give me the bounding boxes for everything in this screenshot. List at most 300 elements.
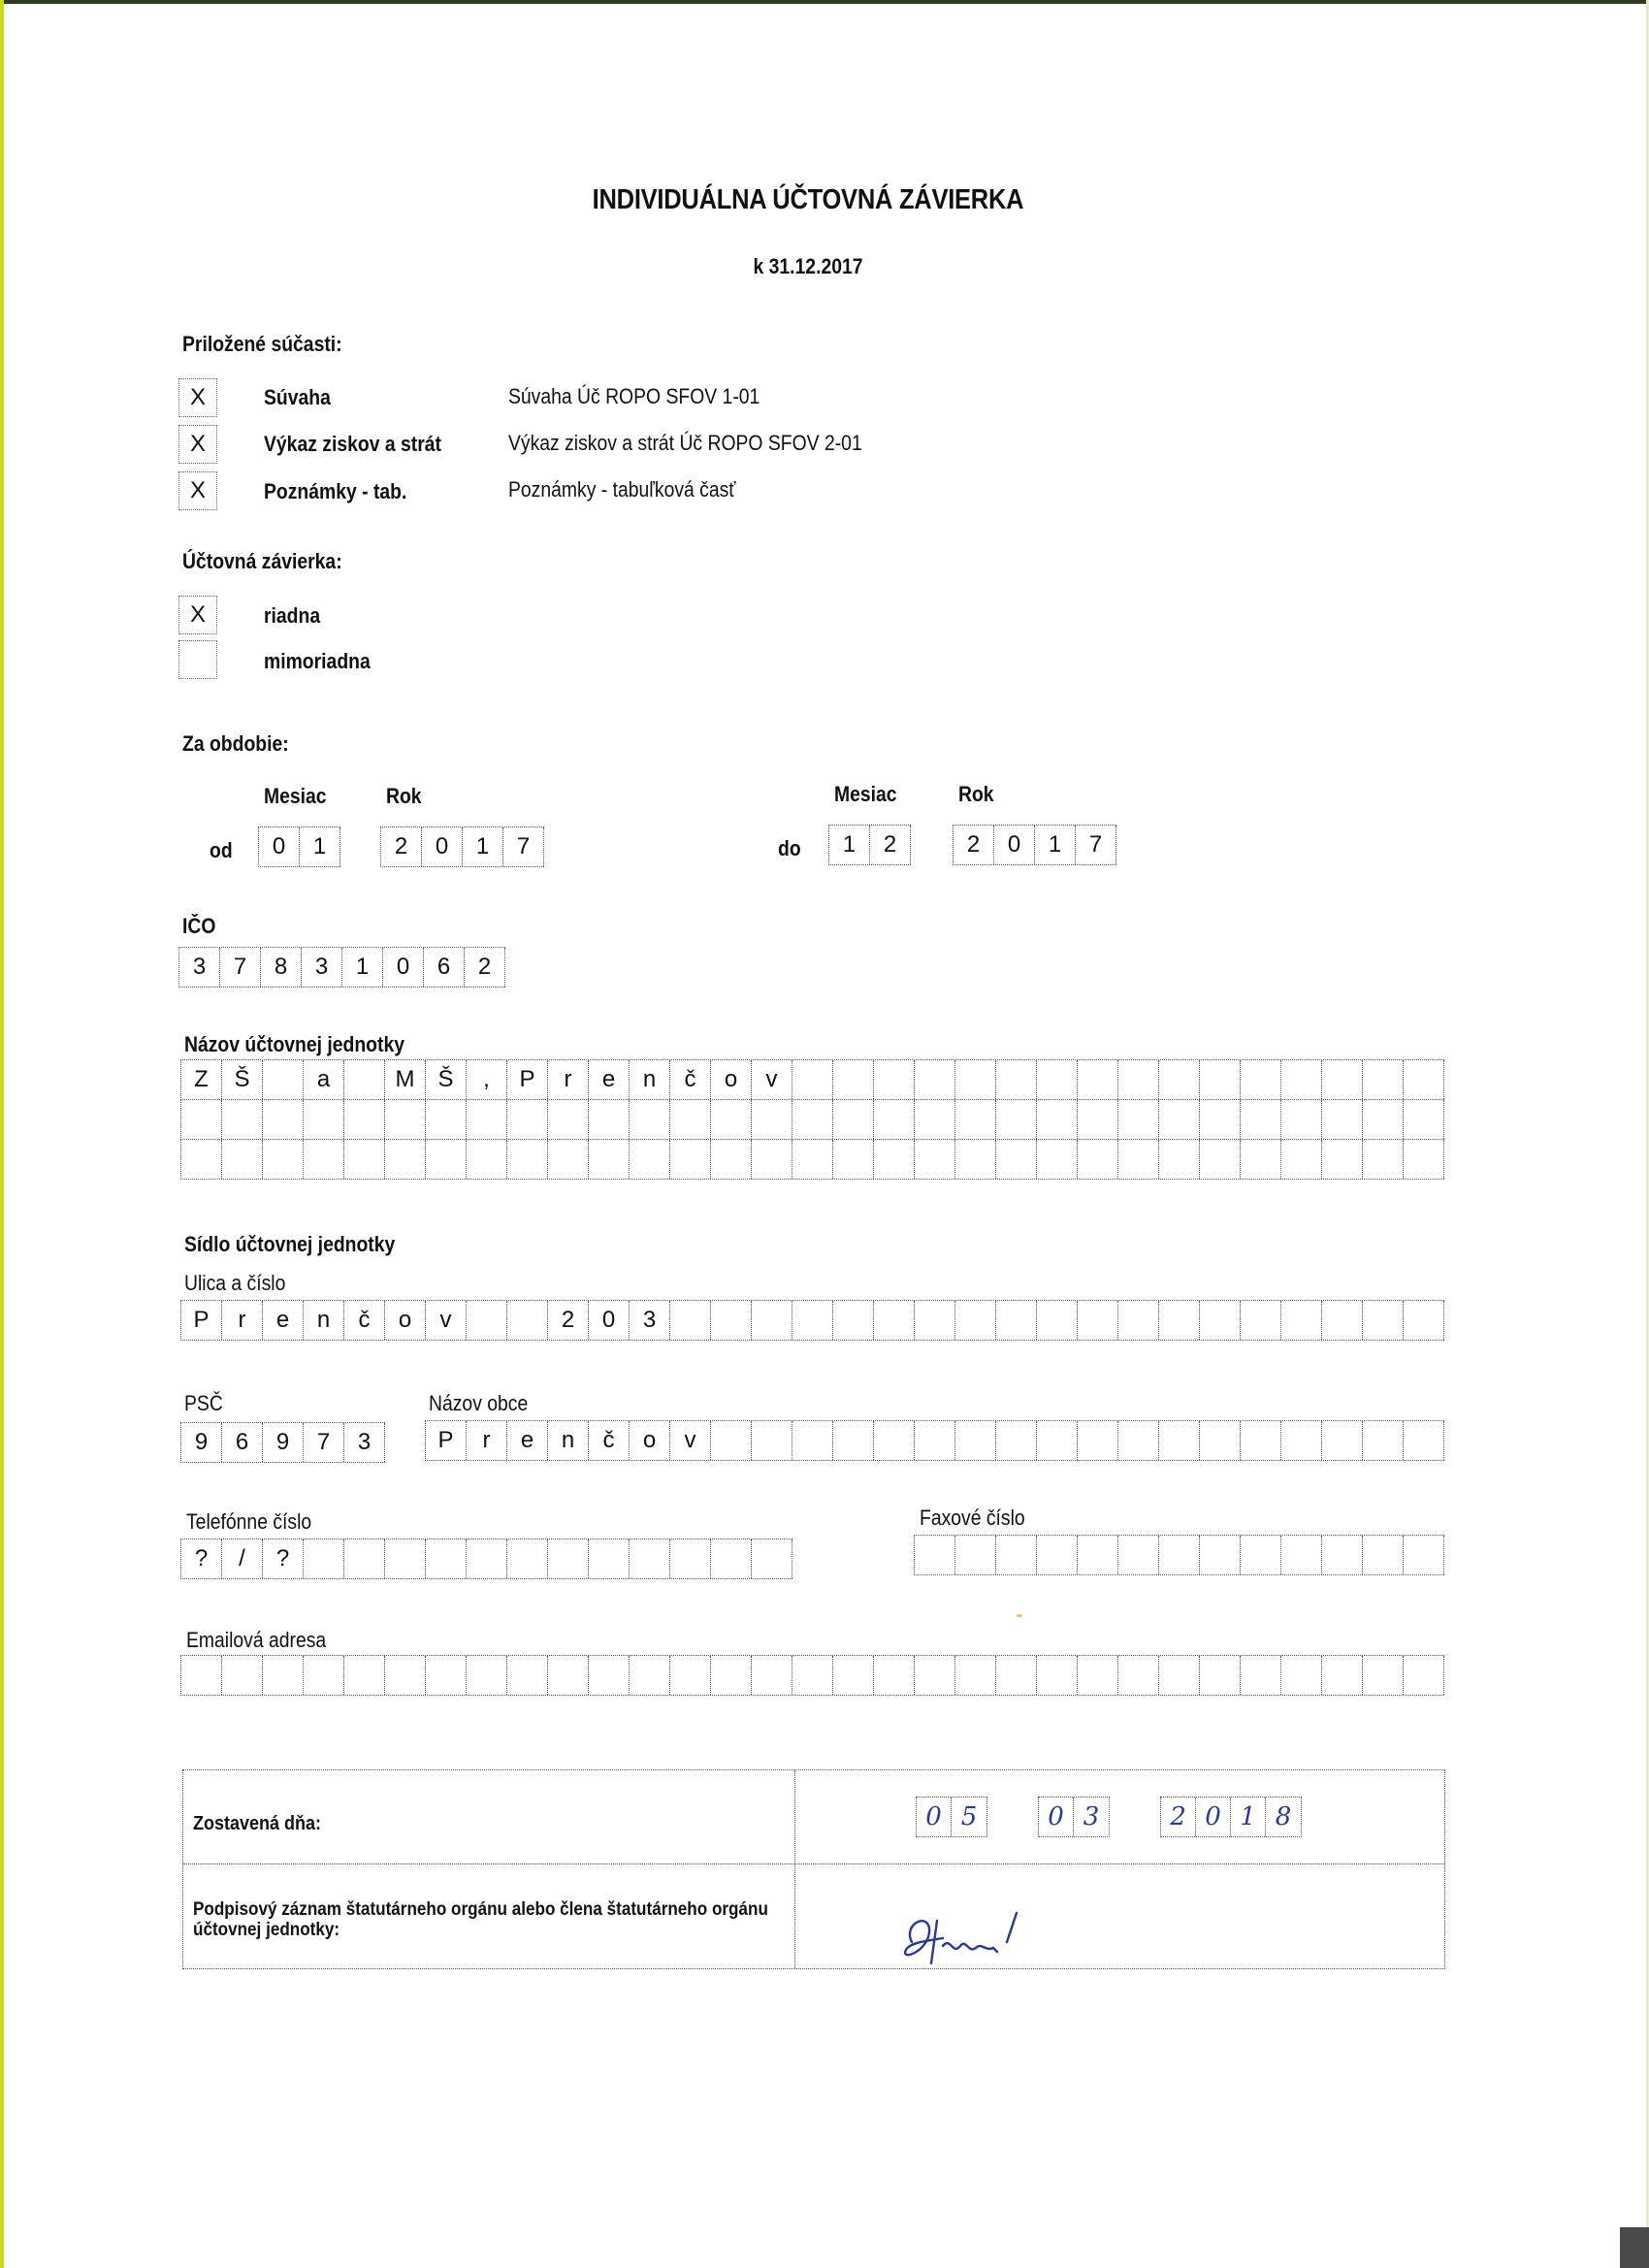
phone-label: Telefónne číslo <box>186 1509 312 1534</box>
char-cell <box>1281 1140 1322 1179</box>
char-cell <box>996 1140 1037 1179</box>
scan-top-edge <box>0 0 1649 4</box>
char-cell: 2 <box>954 826 994 864</box>
email-field[interactable] <box>180 1655 1444 1696</box>
char-cell <box>670 1656 711 1695</box>
attachment-checkbox-poznamky[interactable]: X <box>178 471 217 510</box>
char-cell: 7 <box>220 948 261 987</box>
char-cell: e <box>263 1301 304 1340</box>
char-cell: ? <box>181 1539 222 1578</box>
char-cell <box>1281 1656 1322 1695</box>
attachment-name-suvaha: Súvaha <box>264 385 331 409</box>
char-cell <box>1037 1140 1078 1179</box>
from-month-label: Mesiac <box>264 784 327 808</box>
signature-label-line2: účtovnej jednotky: <box>193 1919 340 1940</box>
char-cell: 3 <box>344 1423 385 1462</box>
char-cell <box>955 1301 996 1340</box>
char-cell <box>1363 1140 1404 1179</box>
char-cell <box>304 1140 344 1179</box>
char-cell <box>426 1656 467 1695</box>
char-cell <box>752 1140 792 1179</box>
char-cell <box>1404 1140 1444 1179</box>
char-cell <box>752 1656 792 1695</box>
char-cell <box>304 1539 344 1578</box>
char-cell <box>344 1656 385 1695</box>
char-cell: 2 <box>870 826 911 864</box>
char-cell <box>1363 1421 1404 1460</box>
from-year-field[interactable] <box>380 826 544 867</box>
char-cell: e <box>507 1421 548 1460</box>
char-cell <box>915 1140 955 1179</box>
char-cell: 1 <box>1231 1798 1266 1836</box>
char-cell <box>1037 1100 1078 1139</box>
char-cell <box>1322 1140 1363 1179</box>
char-cell <box>344 1100 385 1139</box>
char-cell <box>548 1100 589 1139</box>
char-cell: č <box>344 1301 385 1340</box>
closure-label-mimoriadna: mimoriadna <box>264 649 371 673</box>
char-cell: 1 <box>829 826 870 864</box>
char-cell: 7 <box>304 1423 344 1462</box>
email-label: Emailová adresa <box>186 1628 327 1652</box>
period-heading: Za obdobie: <box>182 731 289 756</box>
char-cell: 3 <box>179 948 220 987</box>
char-cell <box>304 1656 344 1695</box>
char-cell <box>181 1100 222 1139</box>
char-cell: 0 <box>917 1798 952 1836</box>
attachment-checkbox-suvaha[interactable]: X <box>178 378 217 417</box>
char-cell <box>1363 1060 1404 1099</box>
char-cell: 6 <box>222 1423 263 1462</box>
char-cell <box>874 1100 915 1139</box>
char-cell <box>589 1539 630 1578</box>
char-cell <box>1118 1100 1159 1139</box>
char-cell <box>752 1539 792 1578</box>
char-cell <box>1118 1536 1159 1574</box>
char-cell <box>507 1100 548 1139</box>
char-cell <box>263 1100 304 1139</box>
char-cell <box>1159 1301 1200 1340</box>
char-cell <box>996 1060 1037 1099</box>
char-cell: 3 <box>302 948 342 987</box>
char-cell <box>996 1100 1037 1139</box>
to-year-label: Rok <box>958 782 994 806</box>
char-cell <box>1241 1100 1281 1139</box>
char-cell: o <box>630 1421 670 1460</box>
char-cell <box>1200 1536 1241 1574</box>
char-cell <box>630 1100 670 1139</box>
char-cell <box>589 1100 630 1139</box>
compiled-day-field[interactable] <box>916 1797 987 1837</box>
char-cell <box>344 1060 385 1099</box>
char-cell <box>915 1100 955 1139</box>
closure-checkbox-riadna[interactable]: X <box>178 596 217 634</box>
attachment-desc-suvaha: Súvaha Úč ROPO SFOV 1-01 <box>508 384 760 408</box>
char-cell: r <box>467 1421 507 1460</box>
char-cell <box>426 1100 467 1139</box>
from-year-label: Rok <box>386 784 422 808</box>
char-cell <box>1404 1656 1444 1695</box>
seat-heading: Sídlo účtovnej jednotky <box>184 1232 396 1256</box>
char-cell <box>711 1656 752 1695</box>
char-cell <box>1159 1656 1200 1695</box>
char-cell: 3 <box>1083 1802 1100 1831</box>
char-cell: 3 <box>630 1301 670 1340</box>
char-cell <box>507 1656 548 1695</box>
char-cell: n <box>304 1301 344 1340</box>
attachment-desc-vykaz: Výkaz ziskov a strát Úč ROPO SFOV 2-01 <box>508 431 862 455</box>
char-cell <box>752 1100 792 1139</box>
char-cell <box>792 1421 833 1460</box>
char-cell <box>1322 1656 1363 1695</box>
char-cell: ? <box>263 1539 304 1578</box>
to-year-field[interactable] <box>953 825 1116 865</box>
to-label: do <box>778 836 801 860</box>
char-cell: P <box>426 1421 467 1460</box>
char-cell <box>955 1536 996 1574</box>
char-cell: 2 <box>1161 1798 1196 1836</box>
char-cell: 2 <box>381 827 422 866</box>
char-cell: 8 <box>1275 1802 1292 1831</box>
char-cell: v <box>426 1301 467 1340</box>
char-cell <box>833 1301 874 1340</box>
char-cell <box>507 1539 548 1578</box>
char-cell: Z <box>181 1060 222 1099</box>
char-cell <box>589 1656 630 1695</box>
char-cell <box>955 1421 996 1460</box>
char-cell <box>752 1301 792 1340</box>
char-cell <box>1241 1656 1281 1695</box>
char-cell <box>181 1140 222 1179</box>
char-cell <box>263 1060 304 1099</box>
char-cell: 7 <box>503 827 544 866</box>
char-cell <box>1159 1140 1200 1179</box>
char-cell <box>1037 1060 1078 1099</box>
city-field[interactable] <box>425 1420 1444 1461</box>
char-cell <box>385 1656 426 1695</box>
char-cell <box>833 1140 874 1179</box>
char-cell <box>548 1140 589 1179</box>
char-cell <box>1118 1301 1159 1340</box>
char-cell: 5 <box>960 1802 978 1831</box>
char-cell <box>1159 1536 1200 1574</box>
closure-type-heading: Účtovná závierka: <box>182 549 342 573</box>
char-cell <box>792 1301 833 1340</box>
scan-speck <box>1017 1614 1022 1617</box>
char-cell <box>915 1656 955 1695</box>
char-cell: 1 <box>1035 826 1076 864</box>
char-cell <box>1078 1100 1118 1139</box>
char-cell <box>630 1656 670 1695</box>
char-cell <box>955 1100 996 1139</box>
char-cell: 8 <box>261 948 302 987</box>
char-cell <box>467 1301 507 1340</box>
char-cell <box>467 1100 507 1139</box>
char-cell <box>1241 1301 1281 1340</box>
city-label: Názov obce <box>429 1391 529 1415</box>
char-cell <box>344 1539 385 1578</box>
entity-name-label: Názov účtovnej jednotky <box>184 1032 404 1056</box>
char-cell <box>1363 1656 1404 1695</box>
compiled-date-label: Zostavená dňa: <box>193 1813 322 1834</box>
entity-name-row <box>180 1100 1444 1140</box>
char-cell: v <box>670 1421 711 1460</box>
char-cell <box>1322 1421 1363 1460</box>
char-cell <box>1118 1656 1159 1695</box>
char-cell <box>507 1301 548 1340</box>
phone-field[interactable] <box>180 1539 792 1579</box>
char-cell <box>1200 1656 1241 1695</box>
char-cell <box>833 1100 874 1139</box>
char-cell <box>1078 1421 1118 1460</box>
char-cell <box>711 1539 752 1578</box>
char-cell: č <box>670 1060 711 1099</box>
char-cell <box>263 1140 304 1179</box>
char-cell: n <box>630 1060 670 1099</box>
char-cell <box>222 1100 263 1139</box>
char-cell <box>1322 1301 1363 1340</box>
char-cell <box>711 1301 752 1340</box>
char-cell <box>874 1421 915 1460</box>
char-cell <box>1281 1301 1322 1340</box>
fax-field[interactable] <box>914 1535 1444 1575</box>
char-cell: e <box>589 1060 630 1099</box>
char-cell <box>1281 1536 1322 1574</box>
char-cell <box>1404 1060 1444 1099</box>
char-cell <box>304 1100 344 1139</box>
char-cell: 0 <box>994 826 1035 864</box>
char-cell: P <box>181 1301 222 1340</box>
ico-label: IČO <box>182 914 216 938</box>
char-cell <box>670 1140 711 1179</box>
char-cell: o <box>385 1301 426 1340</box>
char-cell <box>874 1060 915 1099</box>
char-cell <box>426 1539 467 1578</box>
signature-label <box>193 1900 768 1941</box>
char-cell <box>711 1100 752 1139</box>
char-cell <box>548 1539 589 1578</box>
char-cell <box>874 1301 915 1340</box>
char-cell <box>996 1421 1037 1460</box>
char-cell <box>996 1536 1037 1574</box>
char-cell <box>426 1140 467 1179</box>
entity-name-row <box>180 1140 1444 1180</box>
char-cell: 9 <box>263 1423 304 1462</box>
char-cell <box>385 1100 426 1139</box>
char-cell <box>996 1656 1037 1695</box>
char-cell <box>1200 1060 1241 1099</box>
char-cell <box>1241 1536 1281 1574</box>
char-cell: č <box>589 1421 630 1460</box>
char-cell <box>711 1421 752 1460</box>
attachment-desc-poznamky: Poznámky - tabuľková časť <box>508 477 736 502</box>
char-cell <box>1078 1060 1118 1099</box>
char-cell <box>1363 1100 1404 1139</box>
char-cell <box>1322 1060 1363 1099</box>
char-cell: Š <box>426 1060 467 1099</box>
char-cell: v <box>752 1060 792 1099</box>
signature-label-line1: Podpisový záznam štatutárneho orgánu alebo člena štatutárneho orgánu <box>193 1899 768 1920</box>
char-cell <box>1241 1140 1281 1179</box>
closure-label-riadna: riadna <box>264 603 321 628</box>
char-cell: 2 <box>465 948 505 987</box>
char-cell <box>833 1421 874 1460</box>
char-cell: r <box>222 1301 263 1340</box>
char-cell: , <box>467 1060 507 1099</box>
char-cell <box>1241 1421 1281 1460</box>
char-cell <box>1404 1421 1444 1460</box>
handwritten-signature[interactable] <box>892 1903 1057 1971</box>
char-cell <box>792 1656 833 1695</box>
char-cell <box>1241 1060 1281 1099</box>
char-cell <box>1037 1301 1078 1340</box>
char-cell <box>1404 1100 1444 1139</box>
char-cell <box>1037 1656 1078 1695</box>
char-cell: o <box>711 1060 752 1099</box>
fax-label: Faxové číslo <box>920 1506 1025 1530</box>
char-cell <box>670 1100 711 1139</box>
char-cell: Š <box>222 1060 263 1099</box>
char-cell <box>1200 1421 1241 1460</box>
compiled-year-field[interactable] <box>1160 1797 1302 1837</box>
char-cell <box>1281 1421 1322 1460</box>
char-cell: a <box>304 1060 344 1099</box>
char-cell <box>1404 1301 1444 1340</box>
char-cell <box>385 1140 426 1179</box>
char-cell <box>915 1421 955 1460</box>
char-cell <box>1118 1140 1159 1179</box>
char-cell <box>1159 1100 1200 1139</box>
document-date: k 31.12.2017 <box>753 254 863 278</box>
char-cell <box>1078 1301 1118 1340</box>
char-cell: 6 <box>424 948 465 987</box>
scan-corner-shadow <box>1620 2227 1649 2268</box>
char-cell <box>833 1656 874 1695</box>
char-cell <box>1118 1421 1159 1460</box>
char-cell <box>1281 1060 1322 1099</box>
char-cell <box>955 1140 996 1179</box>
char-cell: 0 <box>1039 1798 1074 1836</box>
char-cell <box>915 1301 955 1340</box>
char-cell <box>955 1060 996 1099</box>
char-cell <box>915 1536 955 1574</box>
char-cell <box>1078 1140 1118 1179</box>
char-cell <box>1159 1060 1200 1099</box>
char-cell <box>507 1140 548 1179</box>
char-cell <box>1363 1301 1404 1340</box>
table-divider-vertical <box>794 1770 795 1968</box>
char-cell <box>874 1656 915 1695</box>
char-cell <box>589 1140 630 1179</box>
entity-name-field[interactable] <box>180 1059 1444 1180</box>
char-cell: 1 <box>342 948 383 987</box>
char-cell: 2 <box>548 1301 589 1340</box>
char-cell <box>263 1656 304 1695</box>
char-cell: 0 <box>383 948 424 987</box>
char-cell <box>344 1140 385 1179</box>
attachment-checkbox-vykaz[interactable]: X <box>178 425 217 464</box>
char-cell: 0 <box>422 827 463 866</box>
char-cell <box>996 1301 1037 1340</box>
char-cell: 7 <box>1076 826 1116 864</box>
attachment-name-vykaz: Výkaz ziskov a strát <box>264 432 441 456</box>
char-cell <box>915 1060 955 1099</box>
char-cell: 1 <box>300 827 340 866</box>
char-cell <box>630 1539 670 1578</box>
char-cell <box>630 1140 670 1179</box>
char-cell <box>1404 1536 1444 1574</box>
char-cell <box>1281 1100 1322 1139</box>
char-cell <box>222 1140 263 1179</box>
to-month-label: Mesiac <box>834 782 897 806</box>
char-cell: n <box>548 1421 589 1460</box>
char-cell <box>181 1656 222 1695</box>
char-cell <box>1078 1536 1118 1574</box>
char-cell: 0 <box>259 827 300 866</box>
char-cell: r <box>548 1060 589 1099</box>
from-label: od <box>210 838 233 862</box>
compiled-month-field[interactable] <box>1038 1797 1110 1837</box>
scan-left-edge <box>0 0 4 2268</box>
char-cell <box>1037 1536 1078 1574</box>
char-cell: 0 <box>1196 1798 1231 1836</box>
char-cell <box>467 1140 507 1179</box>
char-cell <box>670 1539 711 1578</box>
char-cell <box>1159 1421 1200 1460</box>
char-cell <box>385 1539 426 1578</box>
char-cell <box>548 1656 589 1695</box>
char-cell <box>752 1421 792 1460</box>
street-field[interactable] <box>180 1300 1444 1341</box>
char-cell <box>1200 1100 1241 1139</box>
psc-label: PSČ <box>184 1391 223 1415</box>
char-cell <box>874 1140 915 1179</box>
entity-name-row <box>180 1059 1444 1100</box>
ico-field[interactable] <box>178 947 505 988</box>
char-cell <box>711 1140 752 1179</box>
char-cell <box>1322 1100 1363 1139</box>
char-cell <box>792 1140 833 1179</box>
closure-checkbox-mimoriadna[interactable] <box>178 640 217 679</box>
char-cell: 0 <box>589 1301 630 1340</box>
from-month-field[interactable] <box>258 826 340 867</box>
char-cell: M <box>385 1060 426 1099</box>
char-cell: P <box>507 1060 548 1099</box>
psc-field[interactable] <box>180 1422 385 1463</box>
attachments-heading: Priložené súčasti: <box>182 332 342 356</box>
char-cell <box>1200 1301 1241 1340</box>
char-cell <box>222 1656 263 1695</box>
char-cell <box>1363 1536 1404 1574</box>
char-cell: 9 <box>181 1423 222 1462</box>
char-cell <box>467 1656 507 1695</box>
char-cell <box>1118 1060 1159 1099</box>
char-cell: / <box>222 1539 263 1578</box>
attachment-name-poznamky: Poznámky - tab. <box>264 479 407 503</box>
char-cell <box>833 1060 874 1099</box>
char-cell: 1 <box>463 827 503 866</box>
table-divider-horizontal <box>183 1863 1444 1864</box>
char-cell <box>792 1100 833 1139</box>
char-cell <box>1200 1140 1241 1179</box>
to-month-field[interactable] <box>828 825 911 865</box>
char-cell <box>1037 1421 1078 1460</box>
street-label: Ulica a číslo <box>184 1271 286 1295</box>
char-cell <box>467 1539 507 1578</box>
document-title: INDIVIDUÁLNA ÚČTOVNÁ ZÁVIERKA <box>592 184 1024 215</box>
char-cell <box>955 1656 996 1695</box>
char-cell <box>792 1060 833 1099</box>
